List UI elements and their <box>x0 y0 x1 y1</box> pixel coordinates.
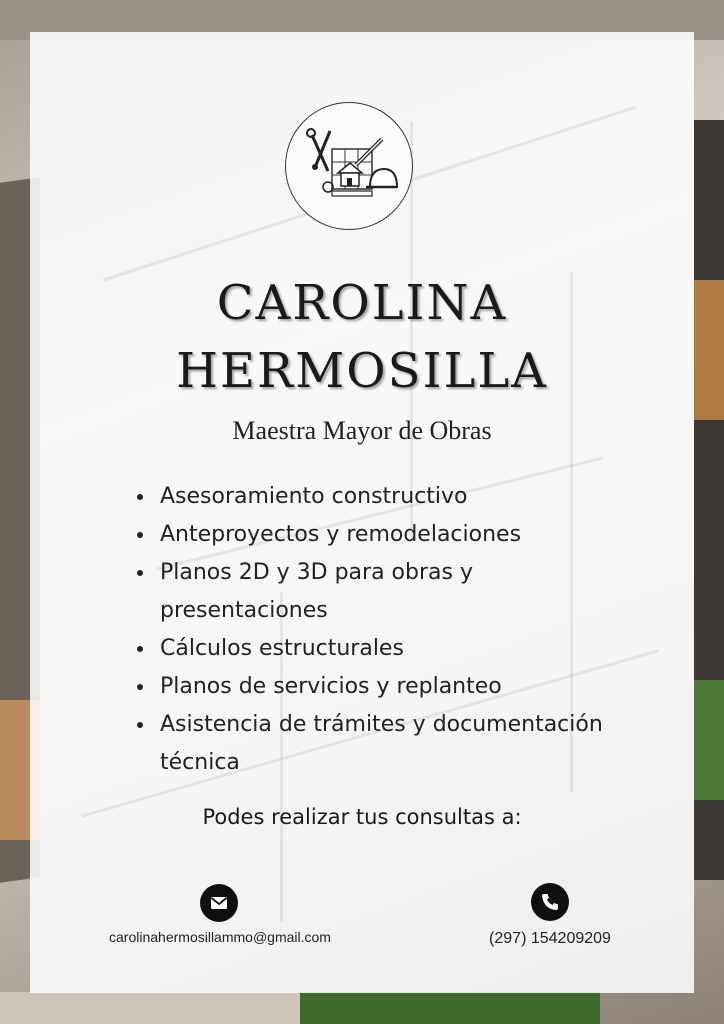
phone-icon <box>531 883 569 921</box>
list-item: • Cálculos estructurales <box>156 630 626 668</box>
list-item: • Asistencia de trámites y documentación técnica <box>156 706 626 782</box>
flyer-card <box>30 32 694 993</box>
email-address[interactable]: carolinahermosillammo@gmail.com <box>109 929 331 945</box>
construction-tools-logo <box>285 102 413 230</box>
phone-number[interactable]: (297) 154209209 <box>489 930 611 947</box>
consult-heading: Podes realizar tus consultas a: <box>202 805 522 829</box>
list-item: • Asesoramiento constructivo <box>156 478 626 516</box>
name-last: HERMOSILLA <box>176 343 548 399</box>
name-first: CAROLINA <box>216 275 508 331</box>
list-item: • Planos 2D y 3D para obras y presentaciones <box>156 554 626 630</box>
services-list <box>134 478 626 782</box>
job-title: Maestra Mayor de Obras <box>232 416 492 445</box>
list-item: • Planos de servicios y replanteo <box>156 668 626 706</box>
mail-icon <box>200 884 238 922</box>
blueprint-tools-icon <box>300 121 398 211</box>
list-item: • Anteproyectos y remodelaciones <box>156 516 626 554</box>
